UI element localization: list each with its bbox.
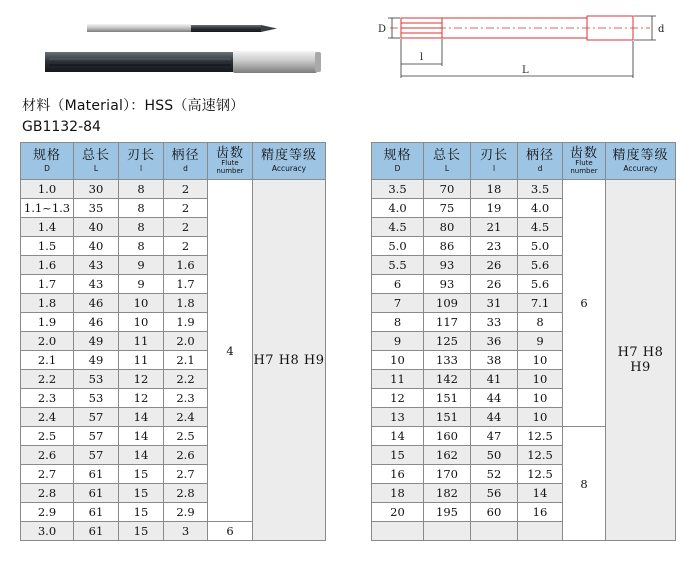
cell-diameter: 1.5	[21, 237, 74, 256]
cell-diameter: 16	[372, 465, 424, 484]
cell-total-length: 57	[74, 427, 119, 446]
cell-total-length: 160	[424, 427, 471, 446]
cell-diameter: 3.0	[21, 522, 74, 541]
cell-diameter: 9	[372, 332, 424, 351]
cell-total-length: 57	[74, 408, 119, 427]
header-diameter: 规格 D	[21, 143, 74, 180]
cell-flute-length: 15	[119, 484, 164, 503]
cell-diameter: 1.0	[21, 180, 74, 199]
cell-shank-diameter: 12.5	[518, 427, 563, 446]
cell-diameter: 8	[372, 313, 424, 332]
cell-diameter: 2.9	[21, 503, 74, 522]
cell-total-length: 151	[424, 408, 471, 427]
cell-diameter: 2.0	[21, 332, 74, 351]
cell-total-length: 40	[74, 237, 119, 256]
cell-shank-diameter: 2	[164, 180, 208, 199]
cell-shank-diameter: 12.5	[518, 465, 563, 484]
cell-flute-length	[471, 522, 518, 541]
cell-diameter: 18	[372, 484, 424, 503]
cell-total-length: 53	[74, 370, 119, 389]
header-flute-number: 齿数 Flute number	[563, 143, 606, 180]
drawing-label-d: d	[658, 24, 665, 35]
cell-shank-diameter: 10	[518, 351, 563, 370]
cell-flute-length: 26	[471, 275, 518, 294]
cell-shank-diameter: 8	[518, 313, 563, 332]
cell-diameter: 1.8	[21, 294, 74, 313]
drawing-label-D: D	[378, 24, 387, 35]
cell-shank-diameter: 1.6	[164, 256, 208, 275]
cell-total-length: 49	[74, 332, 119, 351]
cell-diameter: 14	[372, 427, 424, 446]
cell-shank-diameter: 2.2	[164, 370, 208, 389]
cell-flute-length: 44	[471, 408, 518, 427]
cell-flute-length: 14	[119, 427, 164, 446]
cell-total-length: 61	[74, 503, 119, 522]
cell-shank-diameter: 5.0	[518, 237, 563, 256]
cell-total-length: 93	[424, 275, 471, 294]
cell-total-length: 61	[74, 465, 119, 484]
cell-diameter: 4.0	[372, 199, 424, 218]
cell-diameter: 1.9	[21, 313, 74, 332]
cell-shank-diameter: 2	[164, 199, 208, 218]
cell-shank-diameter: 2.3	[164, 389, 208, 408]
cell-total-length: 35	[74, 199, 119, 218]
cell-shank-diameter: 4.0	[518, 199, 563, 218]
cell-total-length: 170	[424, 465, 471, 484]
cell-flute-length: 33	[471, 313, 518, 332]
cell-total-length: 57	[74, 446, 119, 465]
table-row	[372, 180, 676, 199]
cell-shank-diameter: 1.8	[164, 294, 208, 313]
spec-table-left	[20, 142, 326, 541]
cell-flute-length: 19	[471, 199, 518, 218]
cell-diameter: 11	[372, 370, 424, 389]
cell-shank-diameter: 2.4	[164, 408, 208, 427]
cell-diameter: 12	[372, 389, 424, 408]
cell-shank-diameter: 1.9	[164, 313, 208, 332]
cell-diameter: 4.5	[372, 218, 424, 237]
cell-flute-length: 8	[119, 237, 164, 256]
cell-total-length: 53	[74, 389, 119, 408]
cell-shank-diameter: 7.1	[518, 294, 563, 313]
cell-shank-diameter: 2	[164, 218, 208, 237]
cell-flute-length: 60	[471, 503, 518, 522]
cell-diameter: 2.7	[21, 465, 74, 484]
drawing-label-l: l	[420, 52, 424, 63]
header-diameter: 规格 D	[372, 143, 424, 180]
cell-diameter: 2.5	[21, 427, 74, 446]
cell-shank-diameter: 1.7	[164, 275, 208, 294]
cell-total-length: 142	[424, 370, 471, 389]
cell-flute-number: 6	[563, 180, 606, 427]
cell-total-length: 80	[424, 218, 471, 237]
cell-flute-number: 6	[208, 522, 253, 541]
cell-flute-length: 56	[471, 484, 518, 503]
cell-total-length: 61	[74, 484, 119, 503]
cell-flute-length: 47	[471, 427, 518, 446]
header-flute-length: 刃长 l	[119, 143, 164, 180]
cell-diameter: 2.1	[21, 351, 74, 370]
header-accuracy: 精度等级 Accuracy	[253, 143, 326, 180]
cell-flute-length: 15	[119, 522, 164, 541]
header-flute-length: 刃长 l	[471, 143, 518, 180]
small-reamer-image	[87, 24, 277, 32]
spec-table-right-body	[372, 180, 676, 541]
cell-total-length: 195	[424, 503, 471, 522]
cell-flute-length: 8	[119, 199, 164, 218]
cell-total-length: 61	[74, 522, 119, 541]
cell-total-length: 162	[424, 446, 471, 465]
cell-shank-diameter: 10	[518, 408, 563, 427]
cell-shank-diameter: 2.5	[164, 427, 208, 446]
cell-flute-number: 4	[208, 180, 253, 522]
cell-shank-diameter: 2.8	[164, 484, 208, 503]
cell-flute-length: 23	[471, 237, 518, 256]
cell-total-length: 86	[424, 237, 471, 256]
cell-flute-length: 12	[119, 370, 164, 389]
cell-flute-length: 21	[471, 218, 518, 237]
cell-flute-length: 8	[119, 218, 164, 237]
cell-diameter: 1.6	[21, 256, 74, 275]
cell-diameter: 7	[372, 294, 424, 313]
cell-diameter: 6	[372, 275, 424, 294]
header-total-length: 总长 L	[74, 143, 119, 180]
cell-flute-length: 44	[471, 389, 518, 408]
cell-shank-diameter: 9	[518, 332, 563, 351]
cell-shank-diameter	[518, 522, 563, 541]
cell-flute-length: 15	[119, 465, 164, 484]
cell-shank-diameter: 2.1	[164, 351, 208, 370]
cell-total-length: 93	[424, 256, 471, 275]
cell-diameter: 15	[372, 446, 424, 465]
cell-diameter: 1.7	[21, 275, 74, 294]
cell-shank-diameter: 3.5	[518, 180, 563, 199]
spec-table-left-body	[21, 180, 326, 541]
cell-flute-length: 50	[471, 446, 518, 465]
cell-diameter: 2.2	[21, 370, 74, 389]
cell-shank-diameter: 10	[518, 370, 563, 389]
cell-shank-diameter: 12.5	[518, 446, 563, 465]
cell-shank-diameter: 3	[164, 522, 208, 541]
cell-shank-diameter: 5.6	[518, 256, 563, 275]
cell-flute-length: 18	[471, 180, 518, 199]
reamer-product-photo	[35, 6, 335, 86]
header-shank-diameter: 柄径 d	[164, 143, 208, 180]
cell-total-length: 46	[74, 313, 119, 332]
cell-total-length: 70	[424, 180, 471, 199]
cell-shank-diameter: 5.6	[518, 275, 563, 294]
cell-total-length: 30	[74, 180, 119, 199]
cell-flute-length: 38	[471, 351, 518, 370]
cell-diameter: 13	[372, 408, 424, 427]
cell-flute-length: 11	[119, 351, 164, 370]
cell-total-length: 182	[424, 484, 471, 503]
cell-diameter: 2.4	[21, 408, 74, 427]
cell-flute-length: 12	[119, 389, 164, 408]
cell-total-length: 109	[424, 294, 471, 313]
large-reamer-image	[45, 51, 321, 73]
table-row	[21, 180, 326, 199]
cell-total-length: 151	[424, 389, 471, 408]
cell-flute-length: 10	[119, 313, 164, 332]
cell-total-length: 125	[424, 332, 471, 351]
cell-total-length: 43	[74, 275, 119, 294]
material-label: 材料（Material）：HSS（高速钢）	[22, 98, 245, 114]
cell-diameter: 1.4	[21, 218, 74, 237]
spec-table-right	[371, 142, 676, 541]
cell-diameter: 1.1~1.3	[21, 199, 74, 218]
cell-shank-diameter: 2	[164, 237, 208, 256]
cell-flute-length: 26	[471, 256, 518, 275]
cell-total-length: 43	[74, 256, 119, 275]
cell-total-length	[424, 522, 471, 541]
cell-flute-number: 8	[563, 427, 606, 541]
cell-diameter: 5.5	[372, 256, 424, 275]
cell-accuracy: H7 H8 H9	[253, 180, 326, 541]
cell-diameter: 2.3	[21, 389, 74, 408]
cell-flute-length: 15	[119, 503, 164, 522]
cell-flute-length: 41	[471, 370, 518, 389]
cell-total-length: 46	[74, 294, 119, 313]
cell-shank-diameter: 2.9	[164, 503, 208, 522]
cell-diameter: 3.5	[372, 180, 424, 199]
cell-shank-diameter: 10	[518, 389, 563, 408]
cell-diameter: 20	[372, 503, 424, 522]
cell-flute-length: 52	[471, 465, 518, 484]
cell-diameter: 2.8	[21, 484, 74, 503]
cell-shank-diameter: 16	[518, 503, 563, 522]
cell-flute-length: 8	[119, 180, 164, 199]
cell-total-length: 133	[424, 351, 471, 370]
header-shank-diameter: 柄径 d	[518, 143, 563, 180]
cell-shank-diameter: 4.5	[518, 218, 563, 237]
header-accuracy: 精度等级 Accuracy	[606, 143, 676, 180]
header-flute-number: 齿数 Flute number	[208, 143, 253, 180]
cell-diameter: 2.6	[21, 446, 74, 465]
cell-shank-diameter: 2.7	[164, 465, 208, 484]
cell-diameter: 10	[372, 351, 424, 370]
cell-total-length: 75	[424, 199, 471, 218]
header-total-length: 总长 L	[424, 143, 471, 180]
cell-flute-length: 14	[119, 408, 164, 427]
cell-total-length: 49	[74, 351, 119, 370]
cell-flute-length: 36	[471, 332, 518, 351]
reamer-technical-drawing	[370, 6, 670, 88]
cell-flute-length: 14	[119, 446, 164, 465]
cell-diameter	[372, 522, 424, 541]
cell-accuracy: H7 H8 H9	[606, 180, 676, 541]
cell-total-length: 117	[424, 313, 471, 332]
cell-shank-diameter: 14	[518, 484, 563, 503]
cell-flute-length: 9	[119, 256, 164, 275]
cell-shank-diameter: 2.6	[164, 446, 208, 465]
drawing-label-L: L	[522, 65, 529, 76]
standard-code: GB1132-84	[22, 119, 101, 135]
cell-flute-length: 10	[119, 294, 164, 313]
cell-flute-length: 9	[119, 275, 164, 294]
cell-flute-length: 31	[471, 294, 518, 313]
cell-flute-length: 11	[119, 332, 164, 351]
cell-total-length: 40	[74, 218, 119, 237]
cell-shank-diameter: 2.0	[164, 332, 208, 351]
cell-diameter: 5.0	[372, 237, 424, 256]
